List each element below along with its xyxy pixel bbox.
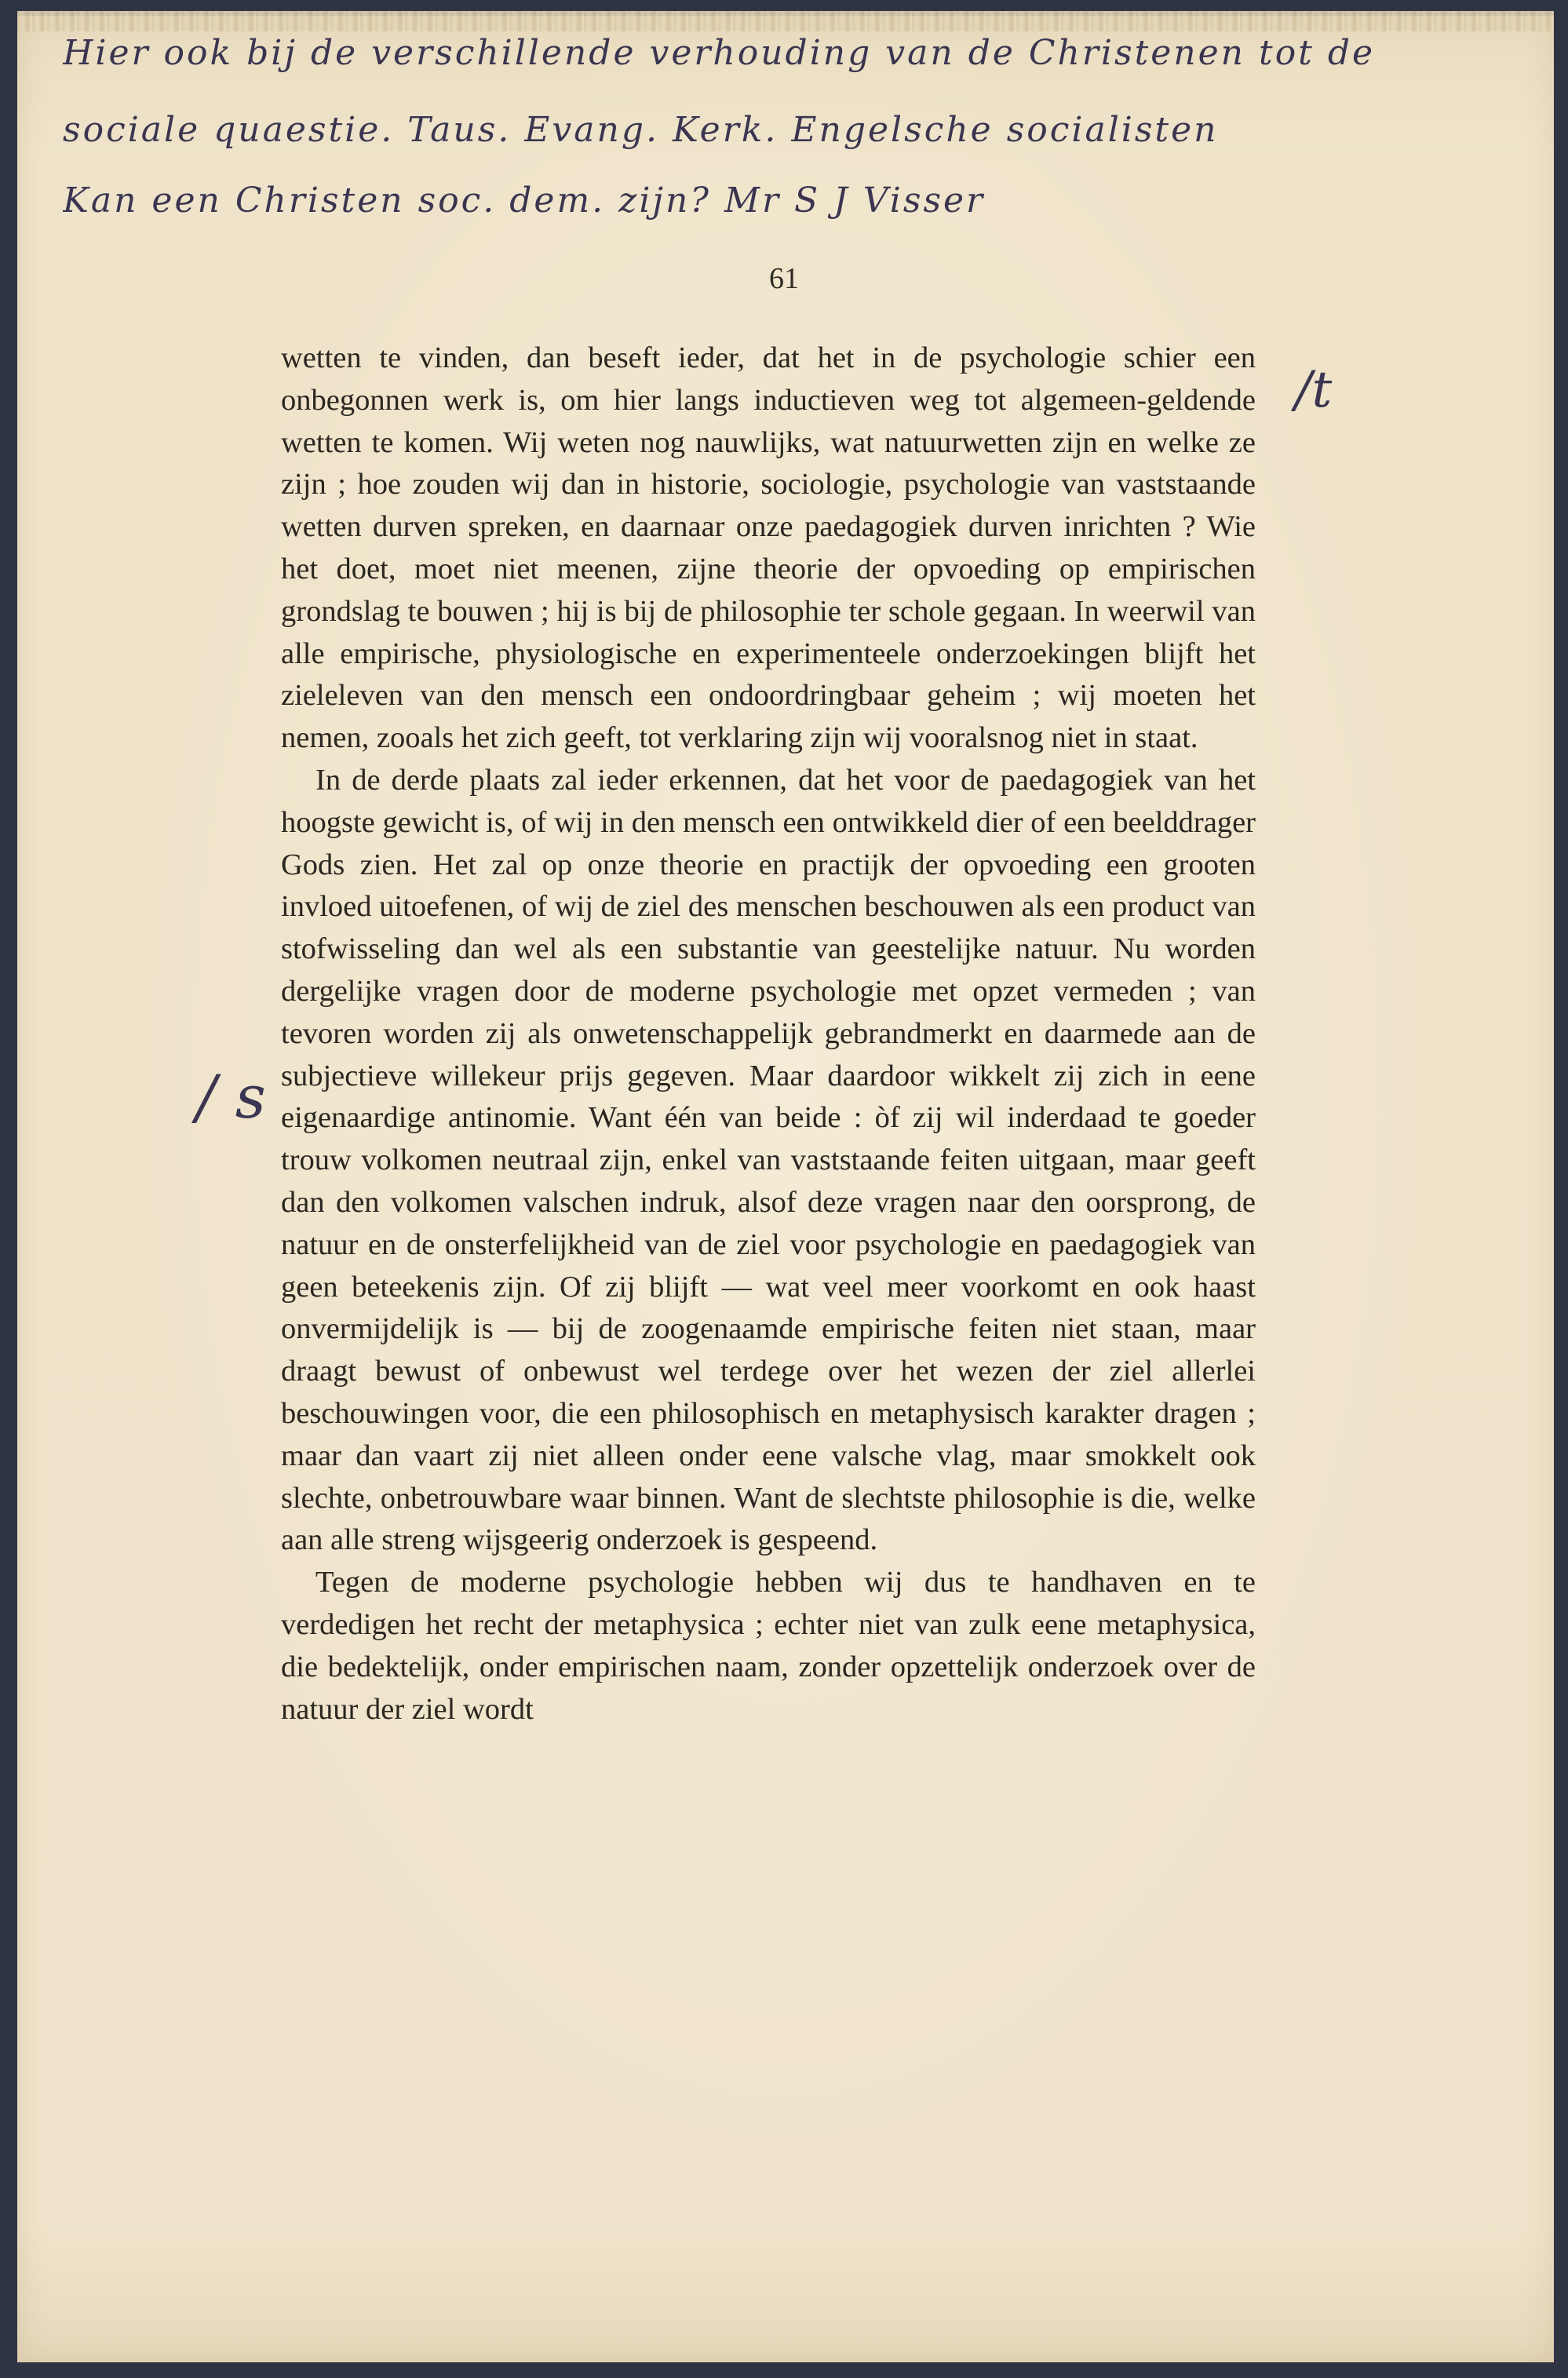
- handwritten-note-line-3: Kan een Christen soc. dem. zijn? Mr S J Visser: [63, 181, 986, 221]
- body-text: [281, 337, 1256, 1731]
- paragraph-2: In de derde plaats zal ieder erkennen, dat het voor de paedagogiek van het hoogste gewicht is, of wij in den mensch een ontwikkeld dier of een beelddrager Gods zien. Het zal op onze theorie en practijk der opvoeding een grooten invloed uitoefenen, of wij de ziel des menschen beschouwen als een product van stofwisseling dan wel als een substantie van geestelijke natuur. Nu worden dergelijke vragen door de moderne psychologie met opzet vermeden ; van tevoren worden zij als onwetenschappelijk gebrandmerkt en daarmede aan de subjectieve willekeur prijs gegeven. Maar daardoor wikkelt zij zich in eene eigenaardige antinomie. Want één van beide : òf zij wil inderdaad te goeder trouw volkomen neutraal zijn, enkel van vaststaande feiten uitgaan, maar geeft dan den volkomen valschen indruk, alsof deze vragen naar den oorsprong, de natuur en de onsterfelijkheid van de ziel voor psychologie en paedagogiek van geen beteekenis zijn. Of zij blijft — wat veel meer voorkomt en ook haast onvermijdelijk is — bij de zoogenaamde empirische feiten niet staan, maar draagt bewust of onbewust wel terdege over het wezen der ziel allerlei beschouwingen voor, die een philosophisch en metaphysisch karakter dragen ; maar dan vaart zij niet alleen onder eene valsche vlag, maar smokkelt ook slechte, onbetrouwbare waar binnen. Want de slechtste philosophie is die, welke aan alle streng wijsgeerig onderzoek is gespeend.: [281, 763, 1256, 1557]
- margin-correction-mark-right: /t: [1295, 361, 1333, 419]
- paragraph-1: wetten te vinden, dan beseft ieder, dat het in de psychologie schier een onbegonnen werk is, om hier langs inductieven weg tot algemeen-geldende wetten te komen. Wij weten nog nauwlijks, wat natuurwetten zijn en welke ze zijn ; hoe zouden wij dan in historie, sociologie, psychologie van vaststaande wetten durven spreken, en daarnaar onze paedagogiek durven inrichten ? Wie het doet, moet niet meenen, zijne theorie der opvoeding op empirischen grondslag te bouwen ; hij is bij de philosophie ter schole gegaan. In weerwil van alle empirische, physiologische en experimenteele onderzoekingen blijft het zieleleven van den mensch een ondoordringbaar geheim ; wij moeten het nemen, zooals het zich geeft, tot verklaring zijn wij vooralsnog niet in staat.: [281, 341, 1256, 755]
- handwritten-note-line-2: sociale quaestie. Taus. Evang. Kerk. Engelsche socialisten: [63, 110, 1219, 150]
- handwritten-note-line-1: Hier ook bij de verschillende verhouding van de Christenen tot de: [63, 33, 1376, 73]
- paragraph-3: Tegen de moderne psychologie hebben wij dus te handhaven en te verdedigen het recht der metaphysica ; echter niet van zulk eene metaphysica, die bedektelijk, onder empirischen naam, zonder opzettelijk onderzoek over de natuur der ziel wordt: [281, 1566, 1256, 1726]
- torn-top-edge: [17, 11, 1554, 31]
- margin-correction-mark-left: / s: [196, 1062, 266, 1132]
- page-number: 61: [769, 262, 799, 295]
